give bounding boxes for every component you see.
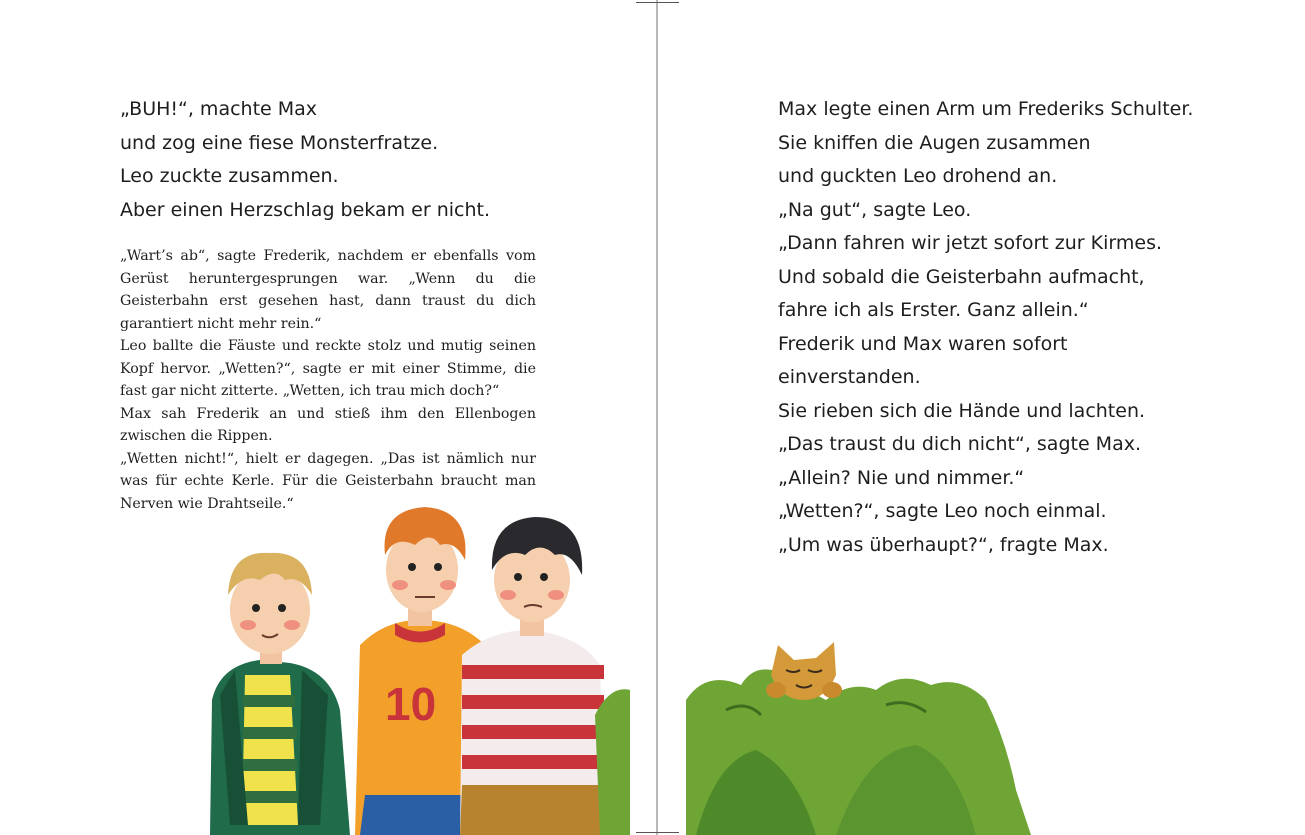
text-line: Aber einen Herzschlag bekam er nicht.: [120, 198, 490, 221]
three-boys-illustration: [190, 495, 630, 835]
cat: [766, 642, 842, 700]
text-line: Sie rieben sich die Hände und lachten.: [778, 399, 1146, 422]
boy-max: [460, 517, 608, 835]
paragraph: Leo ballte die Fäuste und reckte stolz und mutig seinen Kopf hervor. „Wetten?“, sagte er mit einer Stimme, die fast gar nicht zitterte. „Wetten, ich trau mich doch?“: [120, 338, 536, 399]
text-line: und guckten Leo drohend an.: [778, 165, 1058, 187]
text-line: Sie kniffen die Augen zusammen: [778, 131, 1091, 154]
text-line: „Um was überhaupt?“, fragte Max.: [778, 533, 1109, 556]
bush: [595, 689, 630, 835]
shirt-number: 10: [385, 678, 437, 730]
left-large-text: [120, 93, 490, 227]
left-page: [0, 0, 630, 835]
boy-leo: [210, 553, 350, 835]
text-line: „Allein? Nie und nimmer.“: [778, 466, 1025, 489]
text-line: fahre ich als Erster. Ganz allein.“: [778, 299, 1089, 321]
left-small-text: [120, 245, 536, 515]
paragraph: Max sah Frederik an und stieß ihm den Ellenbogen zwischen die Rippen.: [120, 405, 536, 444]
crop-mark-bottom: [636, 832, 679, 833]
paragraph: „Wart’s ab“, sagte Frederik, nachdem er ebenfalls vom Gerüst heruntergesprungen war. „Wenn du die Geisterbahn erst gesehen hast, dann traust du dich garantiert nicht mehr rein.“: [120, 248, 536, 332]
bush-and-cat-illustration: [686, 630, 1046, 835]
text-line: Leo zuckte zusammen.: [120, 165, 339, 187]
text-line: „Wetten?“, sagte Leo noch einmal.: [778, 500, 1107, 522]
text-line: Frederik und Max waren sofort: [778, 332, 1068, 355]
text-line: und zog eine fiese Monsterfratze.: [120, 131, 439, 154]
text-line: einverstanden.: [778, 366, 921, 388]
text-line: „BUH!“, machte Max: [120, 98, 318, 120]
text-line: „Dann fahren wir jetzt sofort zur Kirmes.: [778, 232, 1163, 254]
text-line: „Das traust du dich nicht“, sagte Max.: [778, 433, 1142, 455]
crop-mark-top: [636, 2, 679, 3]
right-large-text: [778, 93, 1193, 562]
gutter-line: [656, 0, 658, 835]
text-line: „Na gut“, sagte Leo.: [778, 198, 972, 221]
right-page: [686, 0, 1305, 835]
paragraph: „Wetten nicht!“, hielt er dagegen. „Das ist nämlich nur was für echte Kerle. Für die Geisterbahn braucht man Nerven wie Drahtseile.“: [120, 450, 536, 512]
text-line: Max legte einen Arm um Frederiks Schulter.: [778, 98, 1194, 120]
bush: [686, 669, 1031, 835]
text-line: Und sobald die Geisterbahn aufmacht,: [778, 265, 1145, 288]
